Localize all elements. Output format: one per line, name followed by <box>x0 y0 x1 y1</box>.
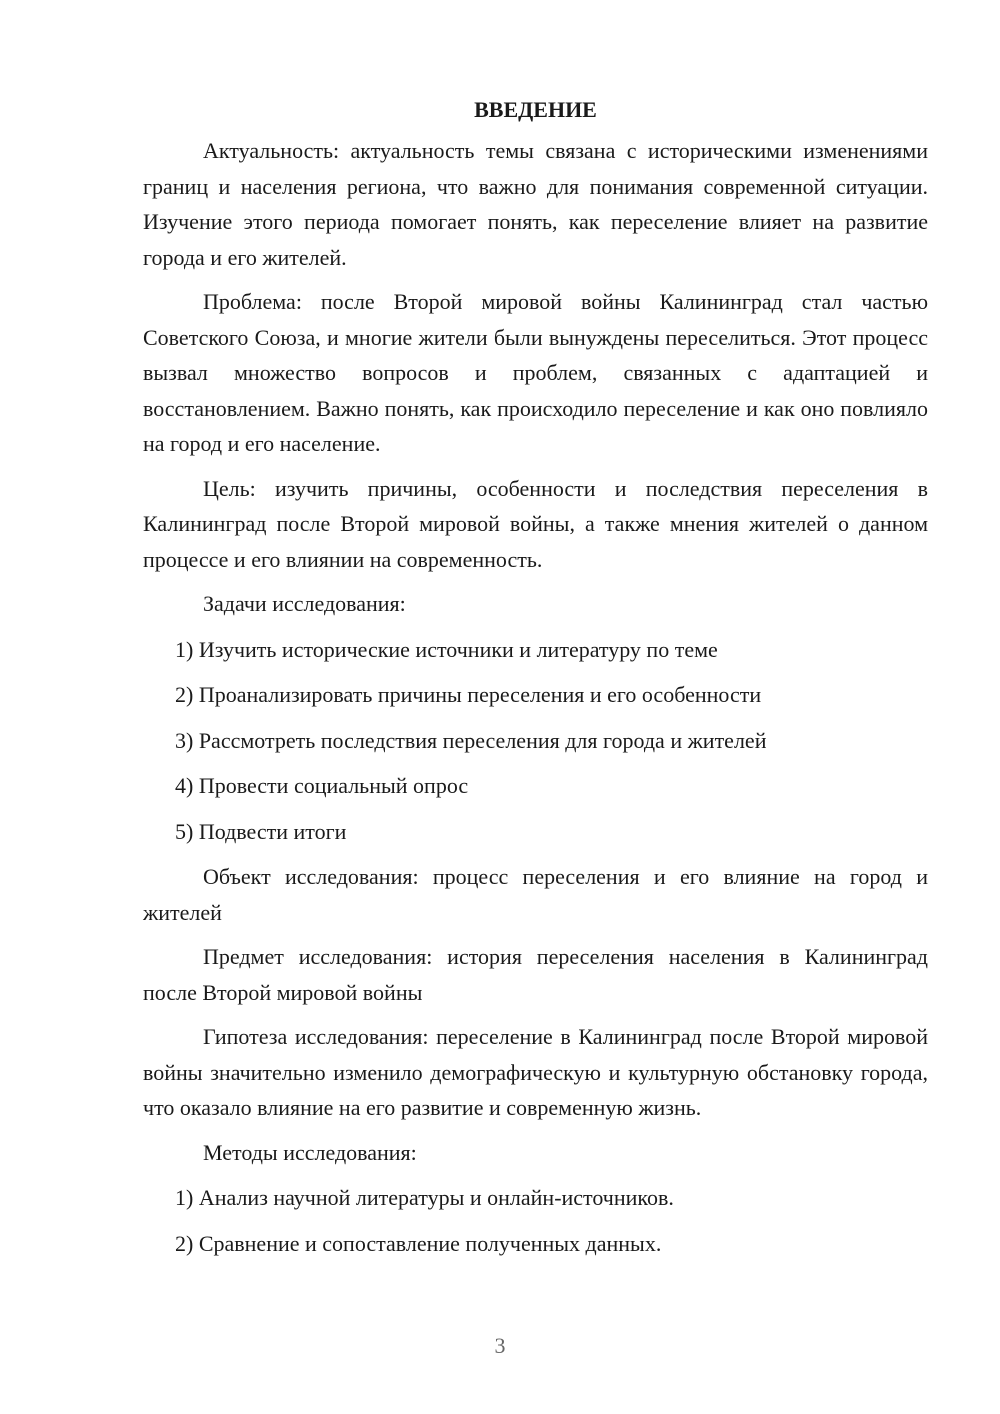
tasks-heading: Задачи исследования: <box>203 591 406 616</box>
object-paragraph: Объект исследования: процесс переселения и его влияние на город и жителей <box>143 864 928 925</box>
hypothesis-paragraph: Гипотеза исследования: переселение в Калининград после Второй мировой войны значительно изменило демографическую и культурную обстановку города, что оказало влияние на его развитие и современную жизнь. <box>143 1024 928 1120</box>
problem-paragraph: Проблема: после Второй мировой войны Калининград стал частью Советского Союза, и многие жители были вынуждены переселиться. Этот процесс вызвал множество вопросов и проблем, связанных с адаптацией и восстановлением. Важно понять, как происходило переселение и как оно повлияло на город и его население. <box>143 289 928 456</box>
document-page <box>143 92 928 1271</box>
list-item: 2) Проанализировать причины переселения и его особенности <box>175 682 762 707</box>
list-item: 2) Сравнение и сопоставление полученных данных. <box>175 1230 662 1256</box>
tasks-list <box>143 632 928 850</box>
list-item: 5) Подвести итоги <box>175 818 347 844</box>
methods-list <box>143 1180 928 1261</box>
list-item: 3) Рассмотреть последствия переселения для города и жителей <box>175 727 767 753</box>
list-item: 1) Анализ научной литературы и онлайн-источников. <box>175 1185 674 1210</box>
page-number: 3 <box>494 1333 506 1358</box>
list-item: 4) Провести социальный опрос <box>175 773 469 798</box>
list-item: 1) Изучить исторические источники и литературу по теме <box>175 636 718 662</box>
methods-heading: Методы исследования: <box>203 1139 417 1165</box>
goal-paragraph: Цель: изучить причины, особенности и последствия переселения в Калининград после Второй мировой войны, а также мнения жителей о данном процессе и его влиянии на современность. <box>143 475 928 572</box>
page-title: ВВЕДЕНИЕ <box>474 97 597 122</box>
subject-paragraph: Предмет исследования: история переселения населения в Калининград после Второй мировой войны <box>143 944 928 1005</box>
relevance-paragraph: Актуальность: актуальность темы связана с историческими изменениями границ и населения региона, что важно для понимания современной ситуации. Изучение этого периода помогает понять, как переселение влияет на развитие города и его жителей. <box>143 138 928 270</box>
